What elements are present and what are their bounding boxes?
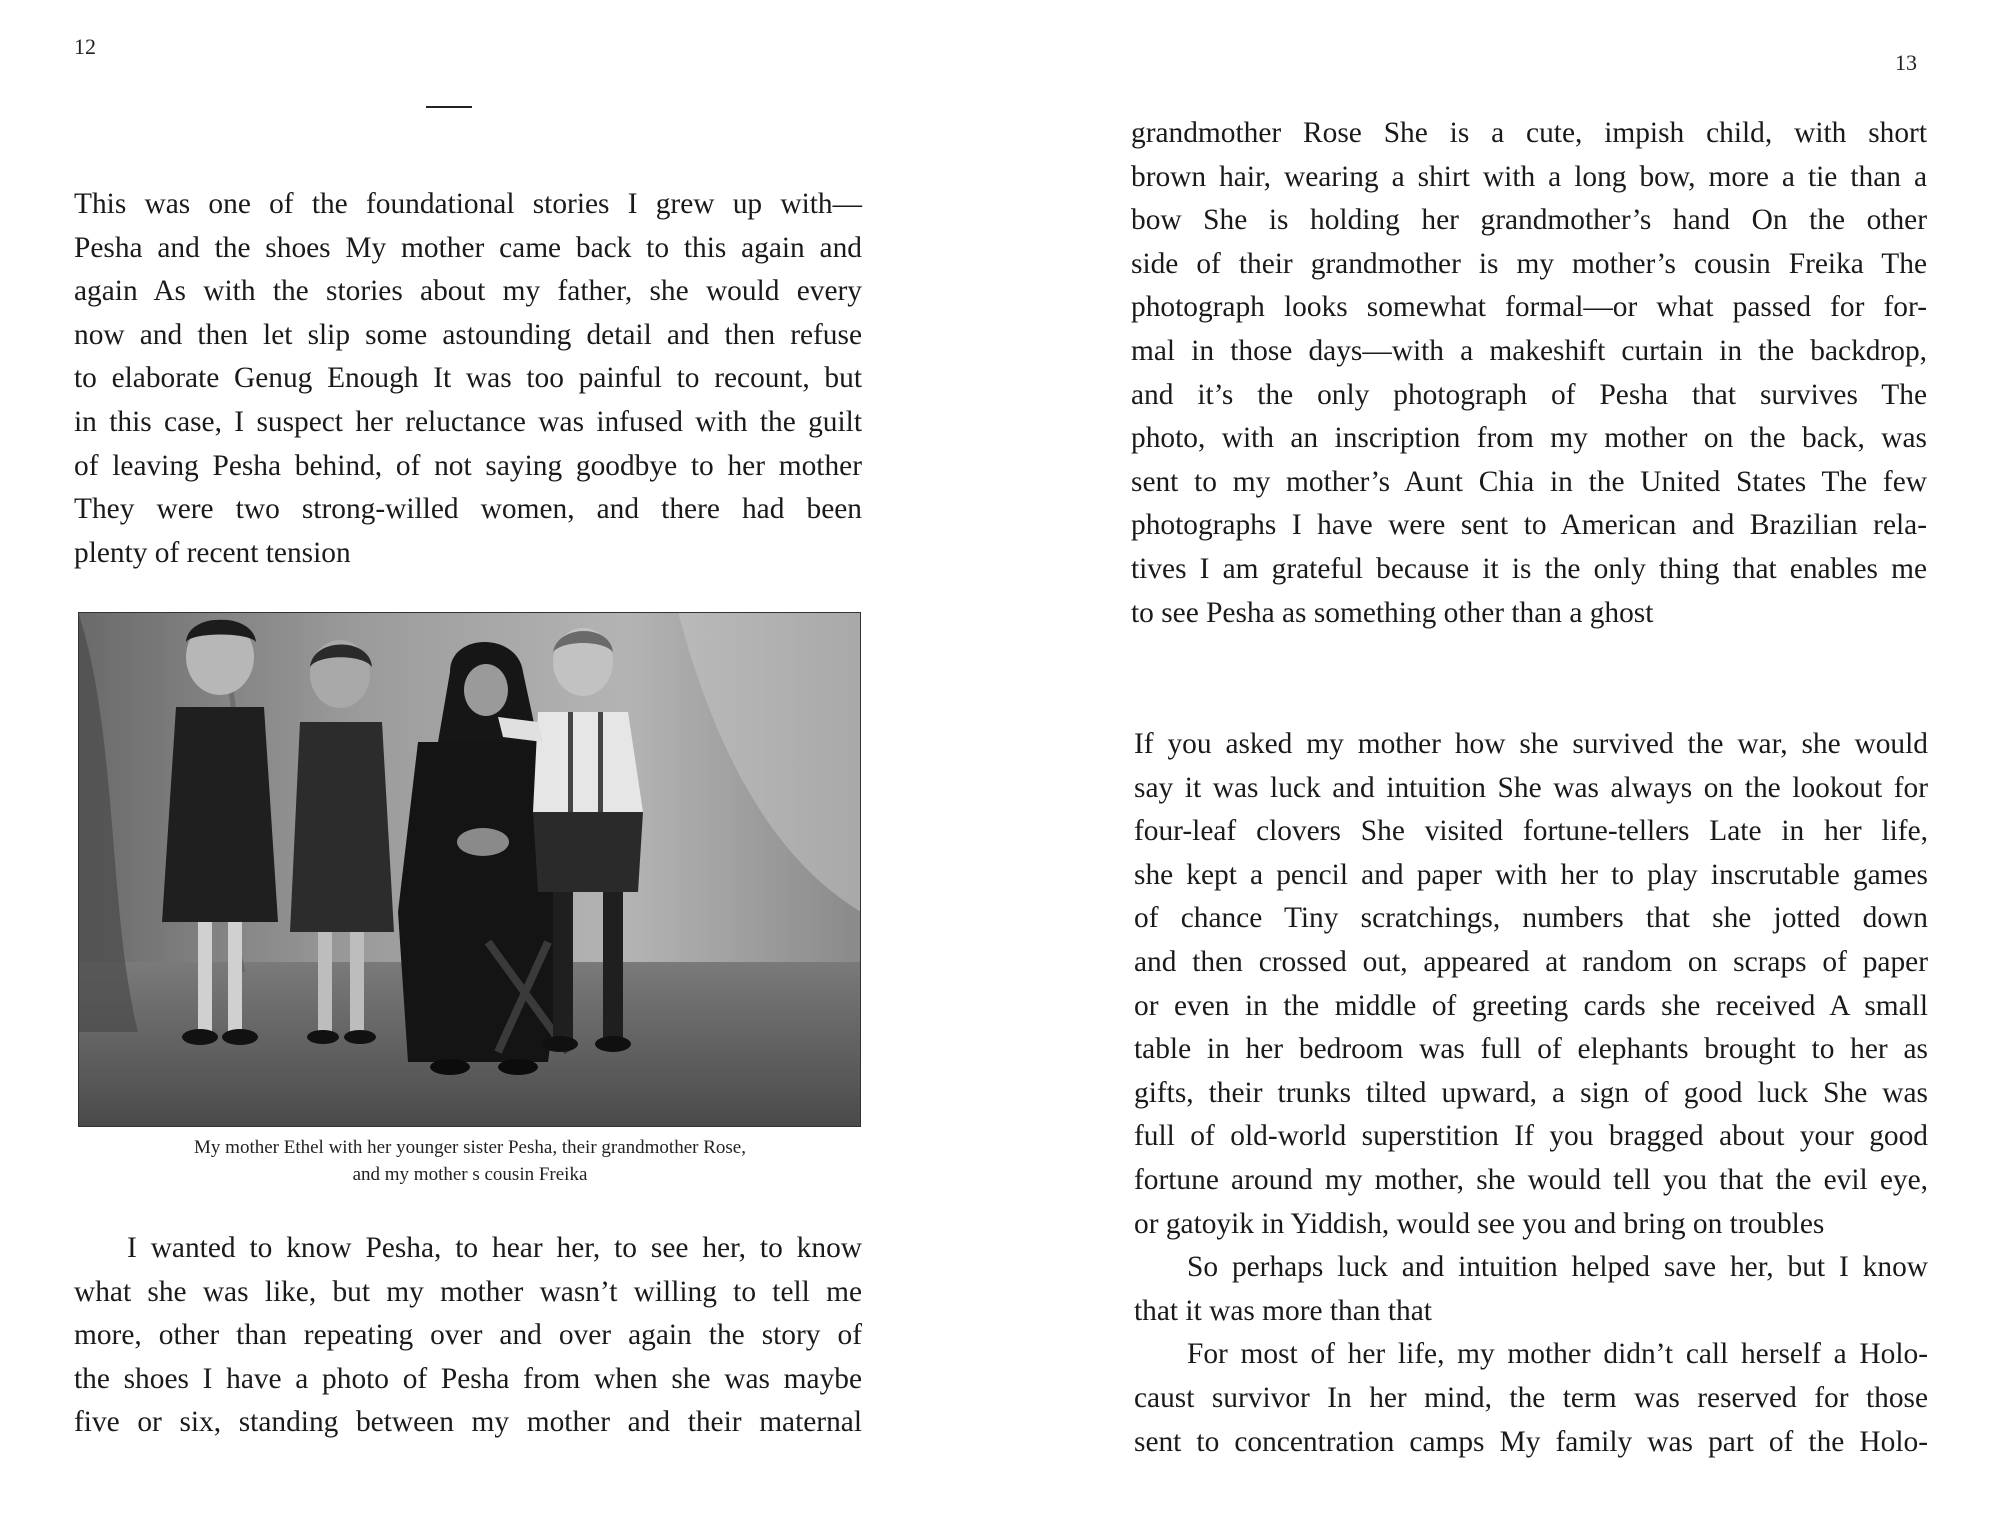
text-line: If you asked my mother how she survived the war, she would [1134,728,1928,760]
text-line: or gatoyik in Yiddish, would see you and bring on troubles [1134,1207,1825,1240]
text-line: So perhaps luck and intuition helped save her, but I know [1187,1251,1928,1284]
text-line: again As with the stories about my father, she would every [74,275,862,308]
text-line: now and then let slip some astounding detail and then refuse [74,318,862,351]
family-photograph [78,612,861,1127]
page-number: 12 [74,34,96,59]
paragraph [1134,723,1928,1464]
text-line: to elaborate Genug Enough It was too painful to recount, but [74,362,862,395]
text-line: I wanted to know Pesha, to hear her, to see her, to know [127,1232,862,1264]
photo-caption [80,1134,860,1188]
text-line: grandmother Rose She is a cute, impish child, with short [1131,117,1927,149]
text-line: say it was luck and intuition She was always on the lookout for [1134,771,1928,804]
text-line: Pesha and the shoes My mother came back to this again and [74,231,862,264]
text-line: of leaving Pesha behind, of not saying goodbye to her mother [74,449,862,482]
text-line: five or six, standing between my mother and their maternal [74,1406,862,1439]
text-line: side of their grandmother is my mother’s cousin Freika The [1131,247,1927,280]
text-line: For most of her life, my mother didn’t call herself a Holo- [1187,1338,1928,1371]
text-line: caust survivor In her mind, the term was reserved for those [1134,1381,1928,1414]
text-line: four-leaf clovers She visited fortune-tellers Late in her life, [1134,815,1928,848]
text-line: bow She is holding her grandmother’s hand On the other [1131,204,1927,237]
caption-line: and my mother s cousin Freika [352,1164,588,1185]
text-line: or even in the middle of greeting cards she received A small [1134,989,1928,1022]
text-line: gifts, their trunks tilted upward, a sign of good luck She was [1134,1076,1928,1109]
text-line: fortune around my mother, she would tell you that the evil eye, [1134,1163,1928,1196]
text-line: to see Pesha as something other than a ghost [1131,596,1654,629]
text-line: and then crossed out, appeared at random on scraps of paper [1134,945,1928,978]
page-number: 13 [1895,50,1917,75]
right-page [1000,0,2000,1527]
caption-line: My mother Ethel with her younger sister Pesha, their grandmother Rose, [194,1137,746,1158]
text-line: the shoes I have a photo of Pesha from when she was maybe [74,1362,862,1395]
section-divider [426,106,472,108]
text-line: of chance Tiny scratchings, numbers that she jotted down [1134,902,1928,935]
text-line: that it was more than that [1134,1294,1432,1327]
text-line: plenty of recent tension [74,536,351,569]
text-line: in this case, I suspect her reluctance was infused with the guilt [74,405,862,438]
text-line: photograph looks somewhat formal—or what passed for for- [1131,291,1927,324]
text-line: This was one of the foundational stories I grew up with— [74,188,862,220]
text-line: she kept a pencil and paper with her to play inscrutable games [1134,858,1928,891]
text-line: and it’s the only photograph of Pesha that survives The [1131,378,1927,411]
text-line: sent to my mother’s Aunt Chia in the United States The few [1131,465,1927,498]
text-line: what she was like, but my mother wasn’t willing to tell me [74,1275,862,1308]
paragraph [1131,112,1927,635]
text-line: brown hair, wearing a shirt with a long bow, more a tie than a [1131,160,1927,193]
paragraph [74,183,862,575]
text-line: full of old-world superstition If you bragged about your good [1134,1120,1928,1153]
text-line: photographs I have were sent to American and Brazilian rela- [1131,509,1927,542]
text-line: They were two strong-willed women, and there had been [74,493,862,526]
text-line: more, other than repeating over and over again the story of [74,1319,862,1352]
text-line: mal in those days—with a makeshift curtain in the backdrop, [1131,334,1927,367]
text-line: photo, with an inscription from my mother on the back, was [1131,422,1927,455]
paragraph [74,1227,862,1445]
text-line: table in her bedroom was full of elephants brought to her as [1134,1033,1928,1066]
text-line: tives I am grateful because it is the only thing that enables me [1131,552,1927,585]
text-line: sent to concentration camps My family was part of the Holo- [1134,1425,1928,1458]
